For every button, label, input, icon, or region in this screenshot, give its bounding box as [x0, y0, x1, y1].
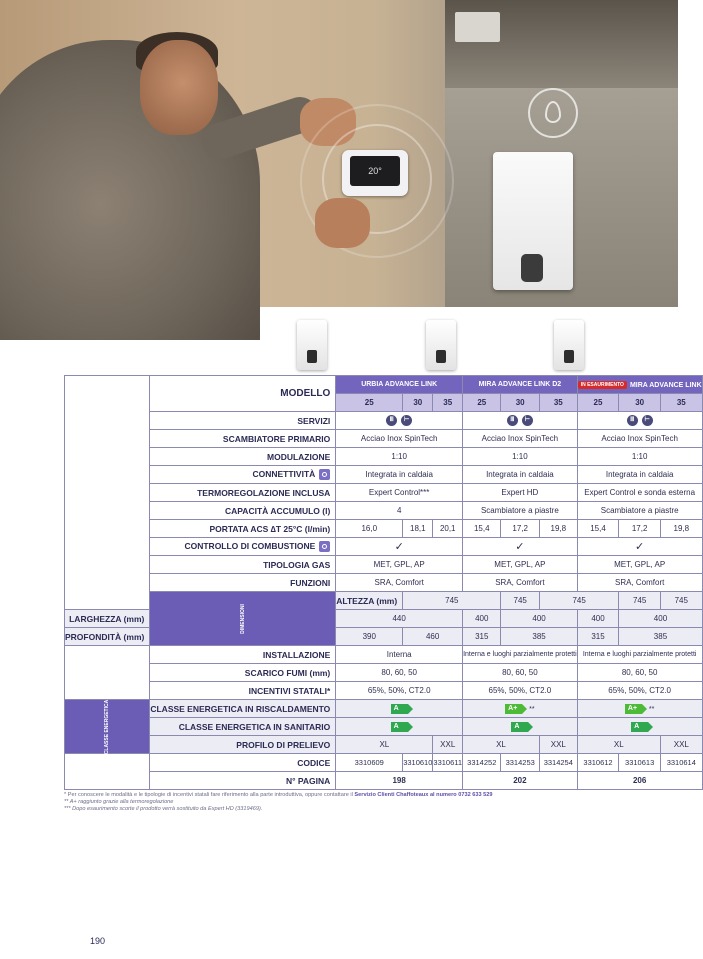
model-header-row — [65, 376, 703, 394]
size-cell: 25 — [463, 394, 501, 412]
combustion-control-icon — [319, 541, 330, 552]
heating-icon: Ⅲ — [507, 415, 518, 426]
technician-hand-lower — [315, 198, 370, 248]
row-label: TERMOREGOLAZIONE INCLUSA — [150, 484, 336, 502]
energy-class-badge: A — [391, 704, 408, 714]
check-icon: ✓ — [463, 538, 578, 556]
product-image-mira-d2 — [426, 320, 456, 370]
table-cell: 400 — [577, 610, 619, 628]
table-cell: XXL — [539, 736, 577, 754]
table-cell: 18,1 — [403, 520, 433, 538]
check-icon: ✓ — [336, 538, 463, 556]
status-badge: IN ESAURIMENTO — [578, 381, 627, 389]
table-cell: 17,2 — [501, 520, 539, 538]
air-vent — [455, 12, 500, 42]
product-code: 3310610 — [403, 754, 433, 772]
table-cell: XL — [336, 736, 433, 754]
table-row — [65, 574, 703, 592]
product-code: 3314254 — [539, 754, 577, 772]
services-icons — [463, 412, 578, 430]
boiler-control-panel — [521, 254, 543, 282]
table-cell: 440 — [336, 610, 463, 628]
table-row — [65, 736, 703, 754]
heating-icon: Ⅲ — [627, 415, 638, 426]
energy-class-badge: A+ — [625, 704, 642, 714]
table-cell: Acciao Inox SpinTech — [336, 430, 463, 448]
table-cell: Integrata in caldaia — [463, 466, 578, 484]
side-label-classe-energetica: CLASSE ENERGETICA — [65, 700, 150, 754]
table-cell: 745 — [660, 592, 702, 610]
table-cell: 15,4 — [577, 520, 619, 538]
table-cell: Expert Control e sonda esterna — [577, 484, 702, 502]
energy-class-badge: A — [631, 722, 648, 732]
table-cell: MET, GPL, AP — [463, 556, 578, 574]
technician-head — [140, 40, 218, 135]
technician-body — [0, 40, 260, 340]
energy-class-cell — [336, 718, 463, 736]
row-label: CODICE — [150, 754, 336, 772]
table-row — [65, 448, 703, 466]
services-icons — [336, 412, 463, 430]
table-cell: SRA, Comfort — [336, 574, 463, 592]
size-cell: 35 — [660, 394, 702, 412]
table-cell: 80, 60, 50 — [577, 664, 702, 682]
wifi-connectivity-icon — [319, 469, 330, 480]
check-icon: ✓ — [577, 538, 702, 556]
energy-class-badge: A — [511, 722, 528, 732]
row-label: CAPACITÀ ACCUMULO (l) — [150, 502, 336, 520]
table-cell: 80, 60, 50 — [463, 664, 578, 682]
table-cell: Expert HD — [463, 484, 578, 502]
product-image-urbia — [297, 320, 327, 370]
table-row — [65, 430, 703, 448]
row-label: PROFONDITÀ (mm) — [65, 628, 150, 646]
table-cell: 17,2 — [619, 520, 661, 538]
table-row — [65, 592, 703, 610]
size-cell: 30 — [501, 394, 539, 412]
row-label: CONTROLLO DI COMBUSTIONE — [150, 538, 336, 556]
size-cell: 25 — [577, 394, 619, 412]
row-label: N° PAGINA — [150, 772, 336, 790]
row-label: TIPOLOGIA GAS — [150, 556, 336, 574]
table-row — [65, 646, 703, 664]
table-cell: Interna e luoghi parzialmente protetti — [577, 646, 702, 664]
tap-water-icon: ⊢ — [642, 415, 653, 426]
tap-water-icon: ⊢ — [522, 415, 533, 426]
product-code: 3310612 — [577, 754, 619, 772]
table-cell: XL — [463, 736, 540, 754]
row-label: PORTATA ACS ∆T 25°C (l/min) — [150, 520, 336, 538]
product-code: 3314253 — [501, 754, 539, 772]
row-label: LARGHEZZA (mm) — [65, 610, 150, 628]
footnote-3: *** Dopo esaurimento scorte il prodotto verrà sostituito da Expert HD (3319469). — [64, 806, 263, 812]
footnote-1: * Per conoscere le modalità e le tipologie di incentivi statali fare riferimento alla parte introduttiva, oppure contattare il Servizio Clienti Chaffoteaux al numero 0732 633 529 — [64, 792, 493, 798]
table-cell: 80, 60, 50 — [336, 664, 463, 682]
footnote-2: ** A+ raggiunto grazie alla termoregolazione — [64, 799, 174, 805]
row-label: CONNETTIVITÀ — [150, 466, 336, 484]
table-row — [65, 718, 703, 736]
thermostat-display: 20° — [368, 166, 382, 176]
flame-icon — [528, 88, 578, 138]
row-label: PROFILO DI PRELIEVO — [150, 736, 336, 754]
model-name-mira-d2: MIRA ADVANCE LINK D2 — [463, 376, 578, 394]
table-row — [65, 754, 703, 772]
energy-class-badge: A+ — [505, 704, 522, 714]
table-cell: 65%, 50%, CT2.0 — [336, 682, 463, 700]
row-label: ALTEZZA (mm) — [336, 592, 403, 610]
table-cell: MET, GPL, AP — [336, 556, 463, 574]
table-row — [65, 502, 703, 520]
table-row — [65, 682, 703, 700]
services-icons — [577, 412, 702, 430]
row-label: FUNZIONI — [150, 574, 336, 592]
table-cell: 1:10 — [577, 448, 702, 466]
table-cell: XXL — [433, 736, 463, 754]
table-cell: Integrata in caldaia — [577, 466, 702, 484]
table-cell: SRA, Comfort — [463, 574, 578, 592]
heating-icon: Ⅲ — [386, 415, 397, 426]
product-code: 3310609 — [336, 754, 403, 772]
table-cell: XXL — [660, 736, 702, 754]
table-row — [65, 556, 703, 574]
row-label: SCAMBIATORE PRIMARIO — [150, 430, 336, 448]
size-cell: 25 — [336, 394, 403, 412]
table-cell: 4 — [336, 502, 463, 520]
table-cell: 15,4 — [463, 520, 501, 538]
table-row — [65, 412, 703, 430]
energy-class-badge: A — [391, 722, 408, 732]
thermostat-screen — [350, 156, 400, 186]
table-row — [65, 466, 703, 484]
row-label: CLASSE ENERGETICA IN RISCALDAMENTO — [150, 700, 336, 718]
row-label: INSTALLAZIONE — [150, 646, 336, 664]
table-row — [65, 664, 703, 682]
energy-class-cell — [463, 718, 578, 736]
table-cell: 19,8 — [660, 520, 702, 538]
product-code: 3310611 — [433, 754, 463, 772]
thermostat-device — [342, 150, 408, 196]
row-label: INCENTIVI STATALI* — [150, 682, 336, 700]
table-cell: 315 — [577, 628, 619, 646]
table-cell: Acciao Inox SpinTech — [463, 430, 578, 448]
table-cell: 745 — [403, 592, 501, 610]
table-cell: 19,8 — [539, 520, 577, 538]
table-cell: 745 — [501, 592, 539, 610]
wall-boiler — [493, 152, 573, 290]
table-row — [65, 520, 703, 538]
row-label: CLASSE ENERGETICA IN SANITARIO — [150, 718, 336, 736]
footnote-marker: ** — [648, 705, 655, 713]
spec-table — [64, 375, 703, 790]
table-cell: Acciao Inox SpinTech — [577, 430, 702, 448]
energy-class-cell — [577, 700, 702, 718]
energy-class-cell — [336, 700, 463, 718]
side-label-dimensioni: DIMENSIONI — [150, 592, 336, 646]
table-cell: 400 — [463, 610, 501, 628]
table-cell: XL — [577, 736, 660, 754]
table-cell: Interna — [336, 646, 463, 664]
table-cell: 385 — [619, 628, 702, 646]
table-cell: 745 — [619, 592, 661, 610]
table-cell: 16,0 — [336, 520, 403, 538]
page-number: 190 — [90, 936, 106, 946]
product-image-mira — [554, 320, 584, 370]
table-cell: 385 — [501, 628, 577, 646]
energy-class-cell — [577, 718, 702, 736]
energy-class-cell — [463, 700, 578, 718]
table-cell: 65%, 50%, CT2.0 — [463, 682, 578, 700]
model-label: MODELLO — [150, 376, 336, 412]
size-cell: 35 — [433, 394, 463, 412]
size-cell: 30 — [619, 394, 661, 412]
table-cell: 460 — [403, 628, 463, 646]
product-code: 3314252 — [463, 754, 501, 772]
customer-service-phone: Servizio Clienti Chaffoteaux al numero 0732 633 529 — [354, 792, 493, 798]
table-cell: 1:10 — [463, 448, 578, 466]
model-name-urbia: URBIA ADVANCE LINK — [336, 376, 463, 394]
hero-photo — [0, 0, 678, 307]
table-cell: 745 — [539, 592, 618, 610]
table-cell: Interna e luoghi parzialmente protetti — [463, 646, 578, 664]
tap-water-icon: ⊢ — [401, 415, 412, 426]
size-cell: 30 — [403, 394, 433, 412]
table-cell: 390 — [336, 628, 403, 646]
row-label: SERVIZI — [150, 412, 336, 430]
table-cell: 20,1 — [433, 520, 463, 538]
product-code: 3310613 — [619, 754, 661, 772]
table-cell: MET, GPL, AP — [577, 556, 702, 574]
table-cell: Expert Control*** — [336, 484, 463, 502]
table-cell: 65%, 50%, CT2.0 — [577, 682, 702, 700]
product-code: 3310614 — [660, 754, 702, 772]
table-cell: 1:10 — [336, 448, 463, 466]
table-row — [65, 538, 703, 556]
table-cell: Integrata in caldaia — [336, 466, 463, 484]
page-reference: 198 — [336, 772, 463, 790]
row-label: SCARICO FUMI (mm) — [150, 664, 336, 682]
table-row — [65, 700, 703, 718]
size-cell: 35 — [539, 394, 577, 412]
table-cell: 400 — [501, 610, 577, 628]
footnote-marker: ** — [529, 705, 535, 713]
table-cell: 315 — [463, 628, 501, 646]
table-row — [65, 772, 703, 790]
table-cell: Scambiatore a piastre — [463, 502, 578, 520]
table-row — [65, 484, 703, 502]
table-cell: 400 — [619, 610, 702, 628]
page-reference: 202 — [463, 772, 578, 790]
row-label: MODULAZIONE — [150, 448, 336, 466]
model-name-mira: IN ESAURIMENTO MIRA ADVANCE LINK — [577, 376, 702, 394]
table-cell: Scambiatore a piastre — [577, 502, 702, 520]
page-reference: 206 — [577, 772, 702, 790]
table-cell: SRA, Comfort — [577, 574, 702, 592]
